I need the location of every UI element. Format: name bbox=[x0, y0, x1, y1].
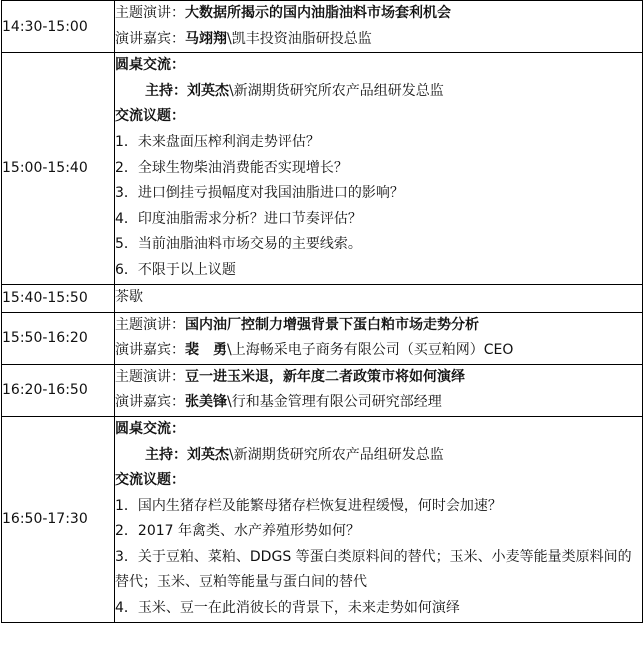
guest-name: 张美锋 bbox=[185, 394, 227, 411]
time-cell: 15:40-15:50 bbox=[2, 284, 115, 312]
guest-name: 马翊翔 bbox=[185, 30, 227, 47]
guest-line bbox=[115, 390, 642, 416]
speech-title: 大数据所揭示的国内油脂油料市场套利机会 bbox=[185, 5, 451, 21]
topics-label: 交流议题： bbox=[115, 472, 185, 489]
guest-label: 演讲嘉宾： bbox=[115, 342, 185, 359]
speech-line bbox=[115, 1, 642, 27]
content-cell bbox=[115, 284, 643, 312]
time-cell: 15:00-15:40 bbox=[2, 53, 115, 284]
speech-title: 豆一进玉米退，新年度二者政策市将如何演绎 bbox=[185, 368, 465, 385]
topic-item: 5．当前油脂油料市场交易的主要线索。 bbox=[115, 236, 362, 253]
roundtable-label: 圆桌交流： bbox=[115, 420, 185, 437]
host-name: 刘英杰 bbox=[187, 82, 229, 99]
host-label: 主持： bbox=[145, 82, 187, 99]
topic-item: 4．印度油脂需求分析？进口节奏评估？ bbox=[115, 210, 362, 227]
guest-label: 演讲嘉宾： bbox=[115, 30, 185, 47]
topic-item: 3．进口倒挂亏损幅度对我国油脂进口的影响？ bbox=[115, 185, 404, 202]
agenda-row bbox=[2, 53, 643, 284]
agenda-table bbox=[1, 0, 643, 623]
guest-name: 裴 勇 bbox=[185, 342, 227, 359]
guest-line bbox=[115, 338, 642, 364]
host-label: 主持： bbox=[145, 446, 187, 463]
topic-item: 2．2017 年禽类、水产养殖形势如何？ bbox=[115, 523, 360, 540]
speech-line bbox=[115, 365, 642, 391]
topic-item: 3．关于豆粕、菜粕、DDGS 等蛋白类原料间的替代；玉米、小麦等能量类原料间的替代；玉米、豆粕等能量与蛋白间的替代 bbox=[115, 548, 632, 591]
content-cell bbox=[115, 1, 643, 53]
content-cell bbox=[115, 416, 643, 622]
speech-label: 主题演讲： bbox=[115, 5, 185, 21]
time-cell: 14:30-15:00 bbox=[2, 1, 115, 53]
speech-line bbox=[115, 313, 642, 339]
agenda-row bbox=[2, 416, 643, 622]
content-cell bbox=[115, 53, 643, 284]
topic-item: 1．未来盘面压榨利润走势评估？ bbox=[115, 133, 320, 150]
guest-label: 演讲嘉宾： bbox=[115, 394, 185, 411]
content-cell bbox=[115, 364, 643, 416]
content-cell bbox=[115, 312, 643, 364]
host-line bbox=[115, 79, 642, 105]
topic-item: 6．不限于以上议题 bbox=[115, 261, 236, 278]
roundtable-label: 圆桌交流： bbox=[115, 57, 185, 74]
agenda-row bbox=[2, 284, 643, 312]
guest-org: \行和基金管理有限公司研究部经理 bbox=[227, 394, 442, 411]
agenda-row bbox=[2, 312, 643, 364]
time-cell: 16:20-16:50 bbox=[2, 364, 115, 416]
time-cell: 16:50-17:30 bbox=[2, 416, 115, 622]
topic-item: 1．国内生猪存栏及能繁母猪存栏恢复进程缓慢，何时会加速？ bbox=[115, 497, 502, 514]
speech-label: 主题演讲： bbox=[115, 316, 185, 333]
guest-org: \凯丰投资油脂研投总监 bbox=[227, 30, 372, 47]
guest-line bbox=[115, 27, 642, 53]
topic-item: 2．全球生物柴油消费能否实现增长？ bbox=[115, 159, 348, 176]
speech-label: 主题演讲： bbox=[115, 368, 185, 385]
host-org: \新湖期货研究所农产品组研发总监 bbox=[229, 446, 444, 463]
agenda-row bbox=[2, 1, 643, 53]
speech-title: 国内油厂控制力增强背景下蛋白粕市场走势分析 bbox=[185, 316, 479, 333]
topics-label: 交流议题： bbox=[115, 108, 185, 125]
topic-item: 4．玉米、豆一在此消彼长的背景下，未来走势如何演绎 bbox=[115, 600, 460, 617]
host-line bbox=[115, 443, 642, 469]
time-cell: 15:50-16:20 bbox=[2, 312, 115, 364]
guest-org: \上海畅采电子商务有限公司（买豆粕网）CEO bbox=[227, 342, 514, 359]
host-name: 刘英杰 bbox=[187, 446, 229, 463]
host-org: \新湖期货研究所农产品组研发总监 bbox=[229, 82, 444, 99]
agenda-row bbox=[2, 364, 643, 416]
break-text: 茶歇 bbox=[115, 289, 143, 306]
